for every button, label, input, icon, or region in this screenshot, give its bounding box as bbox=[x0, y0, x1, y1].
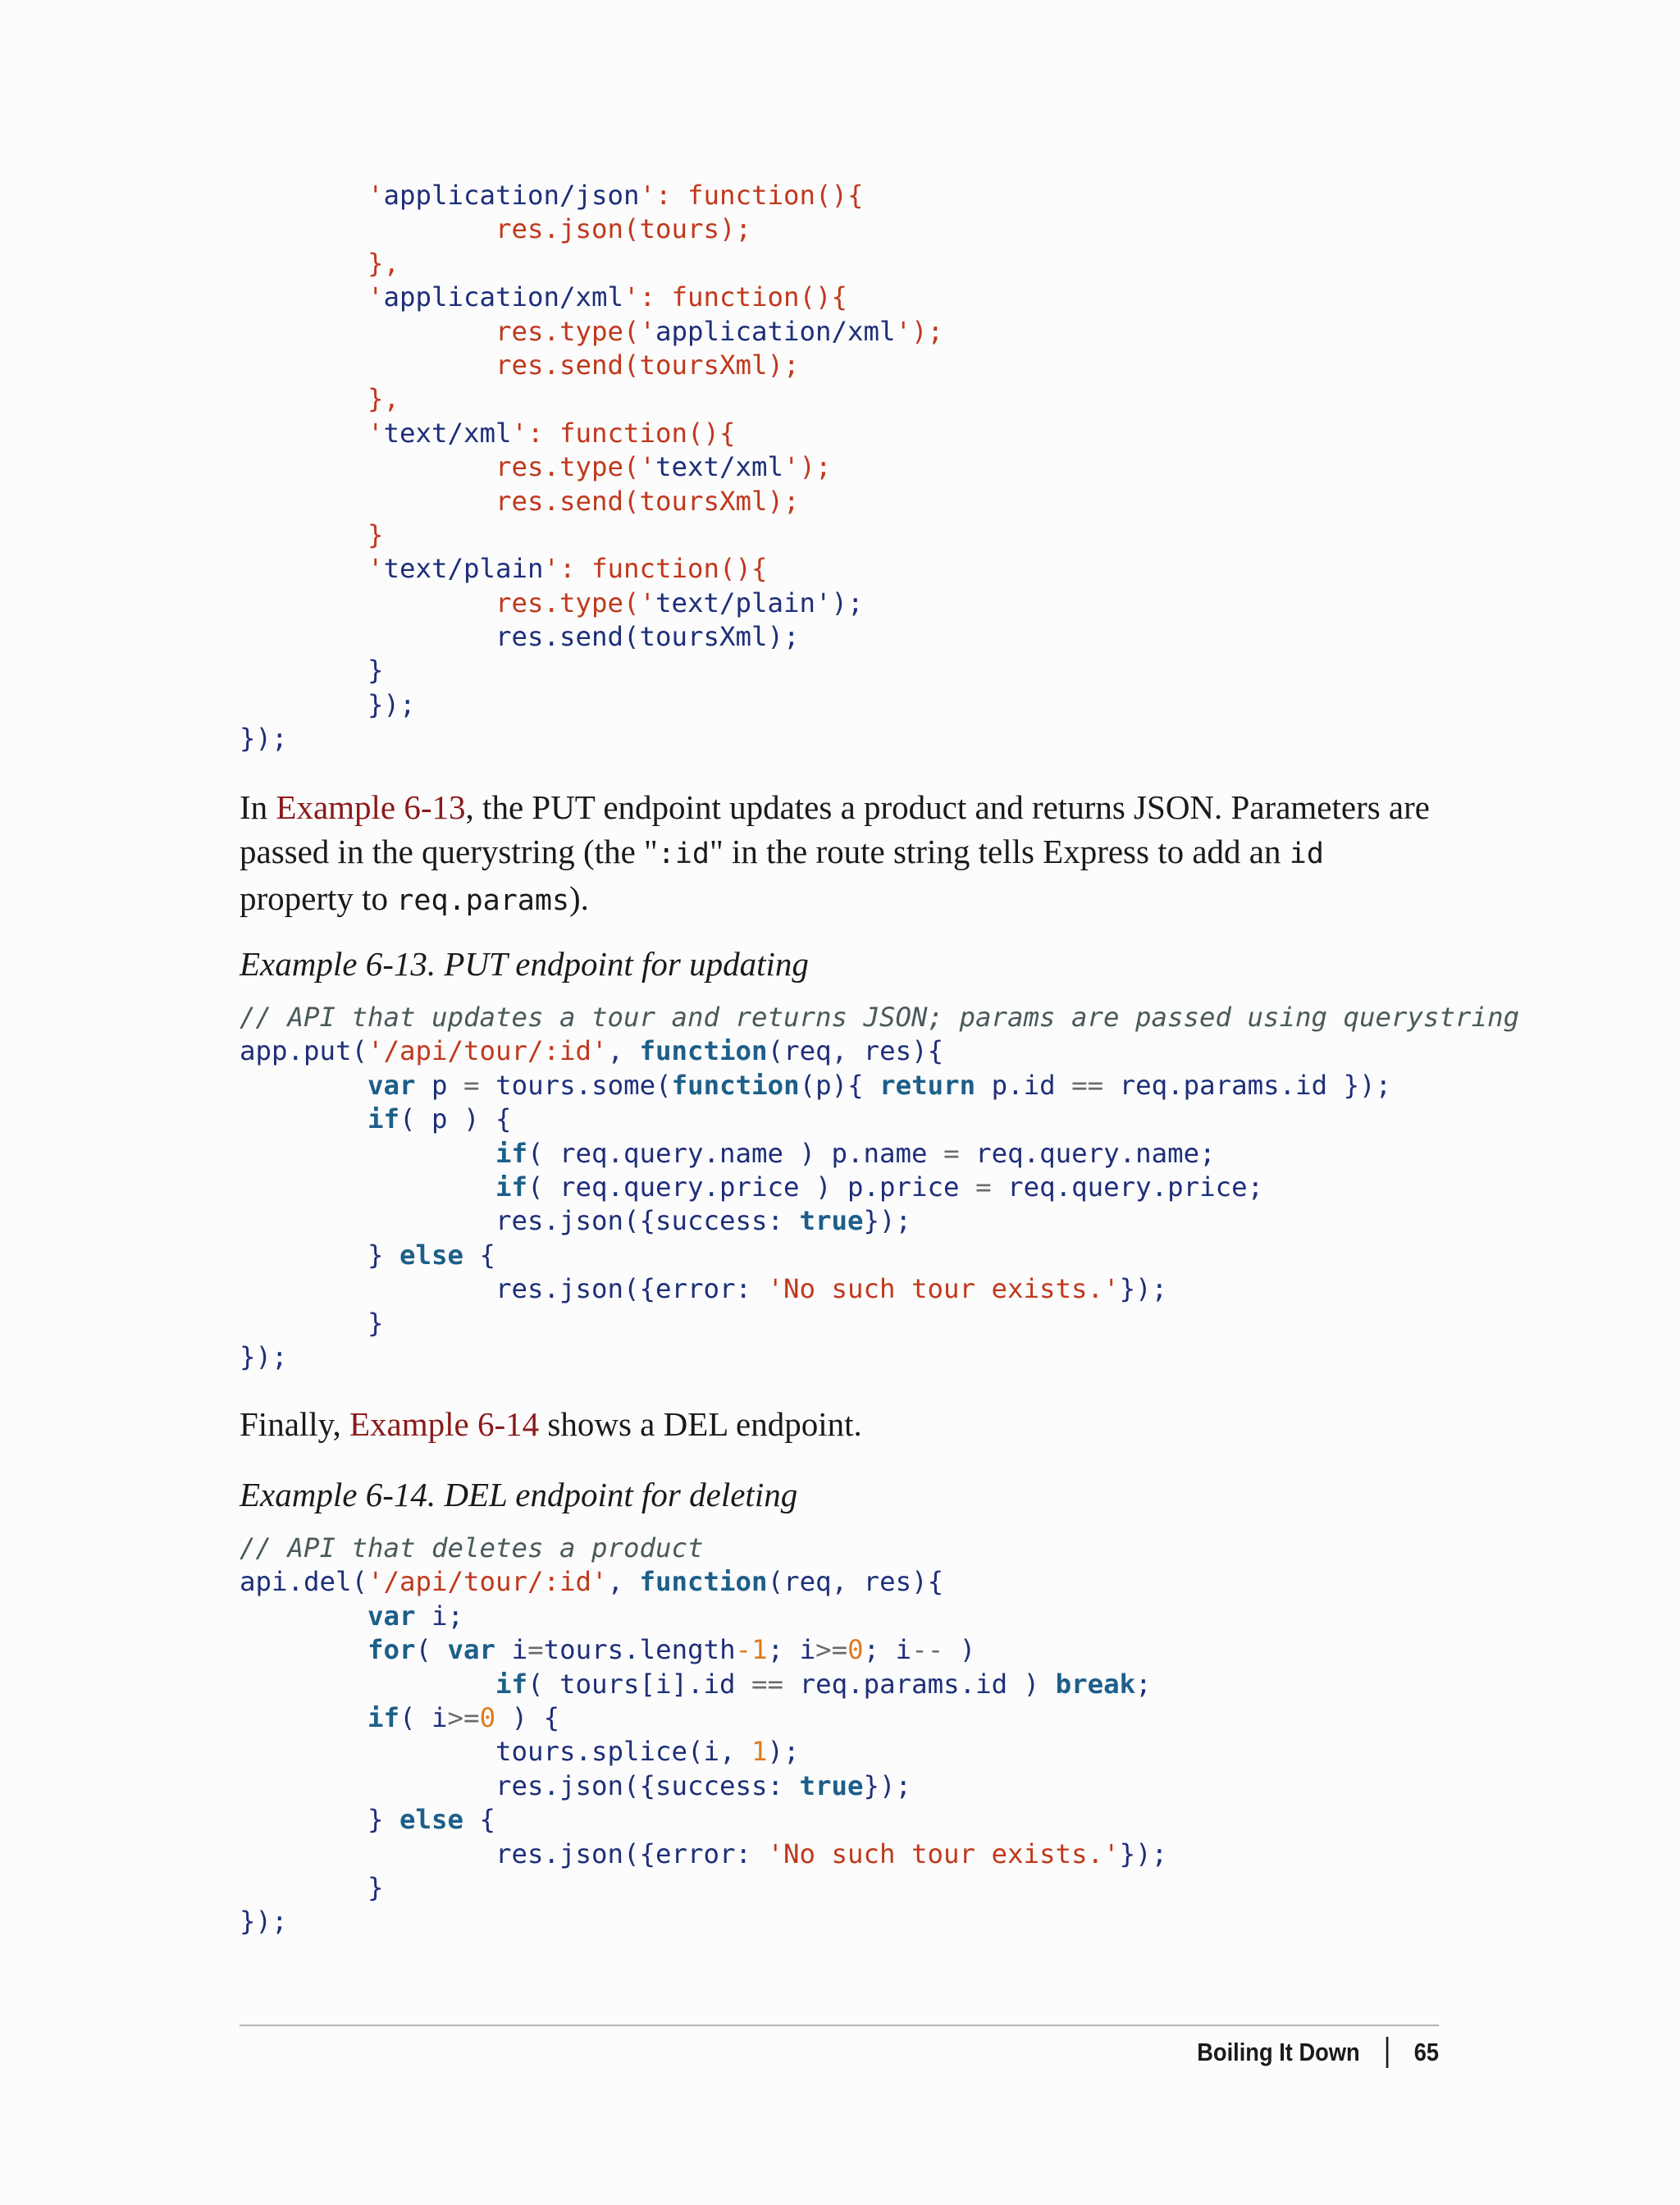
code-listing-del-endpoint bbox=[240, 1532, 1167, 1939]
code-token: 0 bbox=[847, 1634, 864, 1666]
code-token: if bbox=[495, 1137, 528, 1169]
code-token: function bbox=[639, 1035, 768, 1067]
code-token bbox=[240, 1138, 495, 1169]
code-token: }); bbox=[1119, 1273, 1168, 1305]
code-token: res.json({error: bbox=[495, 1273, 768, 1305]
code-line bbox=[240, 1633, 1167, 1667]
code-token: -- bbox=[911, 1634, 944, 1666]
code-token: ( req.query.price ) p.price bbox=[527, 1171, 976, 1203]
code-token bbox=[240, 553, 368, 584]
inline-code: :id bbox=[657, 838, 710, 870]
code-token bbox=[240, 1205, 495, 1236]
code-token: if bbox=[495, 1668, 528, 1700]
text-run: Finally, bbox=[240, 1405, 350, 1443]
example-caption-6-14: Example 6-14. DEL endpoint for deleting bbox=[240, 1476, 798, 1513]
code-token: app.put( bbox=[240, 1035, 368, 1067]
code-token: 'No such tour exists.' bbox=[767, 1273, 1120, 1305]
code-token: res.type(' bbox=[495, 451, 656, 483]
code-token: tours.some( bbox=[479, 1069, 672, 1101]
code-token bbox=[240, 316, 495, 347]
code-line bbox=[240, 1871, 1167, 1905]
code-line bbox=[240, 417, 943, 450]
code-line bbox=[240, 1905, 1167, 1938]
code-token: text/xml bbox=[655, 451, 784, 483]
code-token: ); bbox=[767, 1736, 800, 1768]
code-token: res.json({success: bbox=[495, 1205, 800, 1237]
code-token: }, bbox=[368, 247, 400, 279]
code-token: = bbox=[527, 1634, 544, 1666]
code-token bbox=[240, 1634, 368, 1665]
code-token: return bbox=[879, 1069, 976, 1101]
code-line bbox=[240, 1769, 1167, 1803]
code-line bbox=[240, 1307, 1519, 1340]
footer-separator bbox=[1386, 2037, 1388, 2068]
code-token: res.send(toursXml); bbox=[495, 349, 800, 381]
text-run: ). bbox=[569, 879, 589, 917]
text-run: In bbox=[240, 788, 276, 826]
code-token: res.json({error: bbox=[495, 1838, 768, 1869]
code-token: var bbox=[368, 1069, 416, 1101]
code-token: } bbox=[240, 1871, 384, 1903]
code-line bbox=[240, 654, 943, 687]
code-token: } bbox=[240, 1307, 384, 1339]
code-line bbox=[240, 281, 943, 314]
code-token: , bbox=[607, 1035, 640, 1067]
code-token bbox=[240, 383, 368, 414]
text-run: property to bbox=[240, 879, 397, 917]
code-token bbox=[240, 1600, 368, 1632]
code-token: ; bbox=[1135, 1668, 1152, 1700]
code-token: res.type(' bbox=[495, 315, 656, 347]
code-token: (p){ bbox=[799, 1069, 880, 1101]
page-number: 65 bbox=[1413, 2038, 1439, 2066]
code-token: i bbox=[495, 1634, 528, 1666]
code-token: { bbox=[463, 1804, 496, 1836]
code-token: } bbox=[240, 1804, 400, 1836]
code-line bbox=[240, 1272, 1519, 1306]
code-token: ' bbox=[368, 553, 384, 585]
code-token: tours.splice(i, bbox=[495, 1736, 752, 1768]
code-token bbox=[240, 418, 368, 449]
code-token: -1 bbox=[735, 1634, 768, 1666]
code-token: = bbox=[943, 1137, 960, 1169]
code-token: ( tours[i].id bbox=[527, 1668, 752, 1700]
code-line bbox=[240, 382, 943, 416]
code-token bbox=[240, 1770, 495, 1801]
code-token: ': function(){ bbox=[543, 553, 768, 585]
code-line bbox=[240, 1838, 1167, 1871]
code-token: ( bbox=[415, 1634, 448, 1666]
code-token bbox=[240, 621, 495, 652]
code-token: true bbox=[799, 1205, 864, 1237]
example-caption-6-13: Example 6-13. PUT endpoint for updating bbox=[240, 945, 809, 983]
code-token: ' bbox=[368, 281, 384, 313]
code-token: function bbox=[639, 1566, 768, 1598]
code-token: i; bbox=[415, 1600, 464, 1632]
code-token: text/xml bbox=[383, 417, 512, 449]
code-token: }); bbox=[1119, 1838, 1168, 1869]
code-token: (req, res){ bbox=[767, 1035, 944, 1067]
code-line bbox=[240, 1803, 1167, 1837]
text-run: " in the route string tells Express to add an bbox=[709, 833, 1290, 870]
code-token: == bbox=[1071, 1069, 1104, 1101]
code-token: p.id bbox=[975, 1069, 1072, 1101]
code-token: '/api/tour/:id' bbox=[368, 1566, 608, 1598]
code-line bbox=[240, 722, 943, 756]
code-line bbox=[240, 1171, 1519, 1204]
code-token: == bbox=[751, 1668, 784, 1700]
code-token: ; i bbox=[863, 1634, 912, 1666]
code-token: '/api/tour/:id' bbox=[368, 1035, 608, 1067]
code-token: 0 bbox=[479, 1701, 496, 1733]
example-6-14-link[interactable]: Example 6-14 bbox=[349, 1405, 540, 1443]
inline-code: id bbox=[1289, 838, 1324, 870]
code-line bbox=[240, 485, 943, 518]
code-token: ( req.query.name ) p.name bbox=[527, 1137, 944, 1169]
code-line bbox=[240, 1137, 1519, 1171]
code-token bbox=[240, 1736, 495, 1767]
code-token: 1 bbox=[751, 1736, 768, 1768]
code-token: if bbox=[368, 1701, 400, 1733]
text-run: shows a DEL endpoint. bbox=[539, 1405, 862, 1443]
code-token: 'No such tour exists.' bbox=[767, 1838, 1120, 1869]
code-token: // API that deletes a product bbox=[240, 1532, 704, 1564]
code-line bbox=[240, 1600, 1167, 1633]
code-token bbox=[240, 1702, 368, 1733]
code-token bbox=[240, 1669, 495, 1700]
code-token: for bbox=[368, 1634, 416, 1666]
code-token: ' bbox=[368, 180, 384, 211]
code-token: application/xml bbox=[383, 281, 624, 313]
code-token: '); bbox=[895, 315, 944, 347]
code-token: ': function(){ bbox=[511, 417, 736, 449]
code-token bbox=[240, 1103, 368, 1134]
code-token: ': function(){ bbox=[623, 281, 848, 313]
code-token bbox=[240, 451, 495, 482]
code-line bbox=[240, 1102, 1519, 1136]
code-token: }); bbox=[863, 1769, 912, 1801]
code-line bbox=[240, 179, 943, 212]
body-paragraph-put bbox=[240, 785, 1439, 923]
code-token: ; i bbox=[767, 1634, 816, 1666]
code-token bbox=[240, 1070, 368, 1101]
code-token: ) bbox=[943, 1634, 976, 1666]
code-line bbox=[240, 1204, 1519, 1238]
code-token: '); bbox=[815, 587, 864, 619]
code-line bbox=[240, 1532, 1167, 1565]
code-line bbox=[240, 349, 943, 382]
code-token: api.del( bbox=[240, 1566, 368, 1598]
code-token: } bbox=[240, 1239, 400, 1271]
code-listing-content-negotiation bbox=[240, 179, 943, 756]
footer-section-title: Boiling It Down bbox=[1197, 2038, 1360, 2066]
code-token bbox=[240, 1171, 495, 1203]
code-token: ( i bbox=[399, 1701, 448, 1733]
code-listing-put-endpoint bbox=[240, 1001, 1519, 1374]
code-token: res.json({success: bbox=[495, 1769, 800, 1801]
code-token bbox=[240, 180, 368, 211]
code-token: }); bbox=[863, 1205, 912, 1237]
code-token: '); bbox=[783, 451, 832, 483]
code-token: res.send(toursXml); bbox=[495, 621, 800, 653]
code-token: }); bbox=[240, 1906, 288, 1938]
code-line bbox=[240, 518, 943, 552]
code-line bbox=[240, 247, 943, 281]
code-token: >= bbox=[447, 1701, 480, 1733]
code-token: var bbox=[368, 1600, 416, 1632]
code-token: }); bbox=[240, 688, 416, 720]
page-footer bbox=[1197, 2033, 1439, 2072]
code-token bbox=[240, 1838, 495, 1869]
code-token: else bbox=[399, 1804, 464, 1836]
code-token: text/plain bbox=[655, 587, 816, 619]
code-token: (req, res){ bbox=[767, 1566, 944, 1598]
code-token: req.query.name; bbox=[959, 1137, 1216, 1169]
code-token: }); bbox=[240, 1340, 288, 1372]
code-token: ) { bbox=[495, 1701, 560, 1733]
code-token: break bbox=[1055, 1668, 1136, 1700]
code-line bbox=[240, 212, 943, 246]
code-token: p bbox=[415, 1069, 464, 1101]
code-token: if bbox=[495, 1171, 528, 1203]
code-token bbox=[240, 349, 495, 381]
text-run: , the PUT endpoint updates a product and returns JSON. Parameters are passed in the querystring (the " bbox=[240, 788, 1430, 870]
code-line bbox=[240, 688, 943, 722]
code-token bbox=[240, 281, 368, 313]
code-line bbox=[240, 552, 943, 586]
code-token bbox=[240, 1273, 495, 1304]
code-token: = bbox=[463, 1069, 480, 1101]
code-line bbox=[240, 1701, 1167, 1735]
code-token: res.type(' bbox=[495, 587, 656, 619]
code-token: req.params.id }); bbox=[1103, 1069, 1392, 1101]
code-token: { bbox=[463, 1239, 496, 1271]
code-token: } bbox=[368, 655, 384, 687]
code-token: else bbox=[399, 1239, 464, 1271]
code-token bbox=[240, 486, 495, 517]
code-line bbox=[240, 1069, 1519, 1102]
inline-code: req.params bbox=[396, 884, 570, 917]
code-line bbox=[240, 1735, 1167, 1769]
code-token: = bbox=[975, 1171, 992, 1203]
code-token: req.query.price; bbox=[991, 1171, 1264, 1203]
code-token: var bbox=[447, 1634, 496, 1666]
code-line bbox=[240, 315, 943, 349]
code-line bbox=[240, 1340, 1519, 1374]
code-token: } bbox=[368, 518, 384, 550]
code-token bbox=[240, 519, 368, 550]
body-paragraph-del bbox=[240, 1402, 1439, 1446]
code-token: res.json(tours); bbox=[495, 213, 752, 245]
code-line bbox=[240, 620, 943, 654]
code-line bbox=[240, 587, 943, 620]
code-token bbox=[240, 248, 368, 279]
code-token bbox=[240, 213, 495, 244]
code-token: application/json bbox=[383, 180, 640, 211]
code-token: res.send(toursXml); bbox=[495, 485, 800, 517]
code-line bbox=[240, 1668, 1167, 1701]
code-line bbox=[240, 1001, 1519, 1034]
code-token: }); bbox=[240, 723, 288, 755]
code-line bbox=[240, 450, 943, 484]
code-token: // API that updates a tour and returns JSON; params are passed using querystring bbox=[240, 1002, 1520, 1033]
code-token: , bbox=[607, 1566, 640, 1598]
code-token: >= bbox=[815, 1634, 848, 1666]
code-token: true bbox=[799, 1769, 864, 1801]
code-token: if bbox=[368, 1103, 400, 1135]
code-token: application/xml bbox=[655, 315, 896, 347]
code-token bbox=[240, 587, 495, 619]
code-token: req.params.id ) bbox=[783, 1668, 1056, 1700]
footer-divider bbox=[240, 2025, 1439, 2026]
example-6-13-link[interactable]: Example 6-13 bbox=[276, 788, 466, 826]
code-line bbox=[240, 1565, 1167, 1599]
code-token: ': function(){ bbox=[639, 180, 864, 211]
code-token: function bbox=[671, 1069, 800, 1101]
code-token: tours.length bbox=[543, 1634, 736, 1666]
code-token: }, bbox=[368, 383, 400, 415]
code-token: text/plain bbox=[383, 553, 544, 585]
code-token bbox=[240, 655, 368, 686]
code-token: ( p ) { bbox=[399, 1103, 512, 1135]
code-line bbox=[240, 1034, 1519, 1068]
code-token: ' bbox=[368, 417, 384, 449]
code-line bbox=[240, 1239, 1519, 1272]
